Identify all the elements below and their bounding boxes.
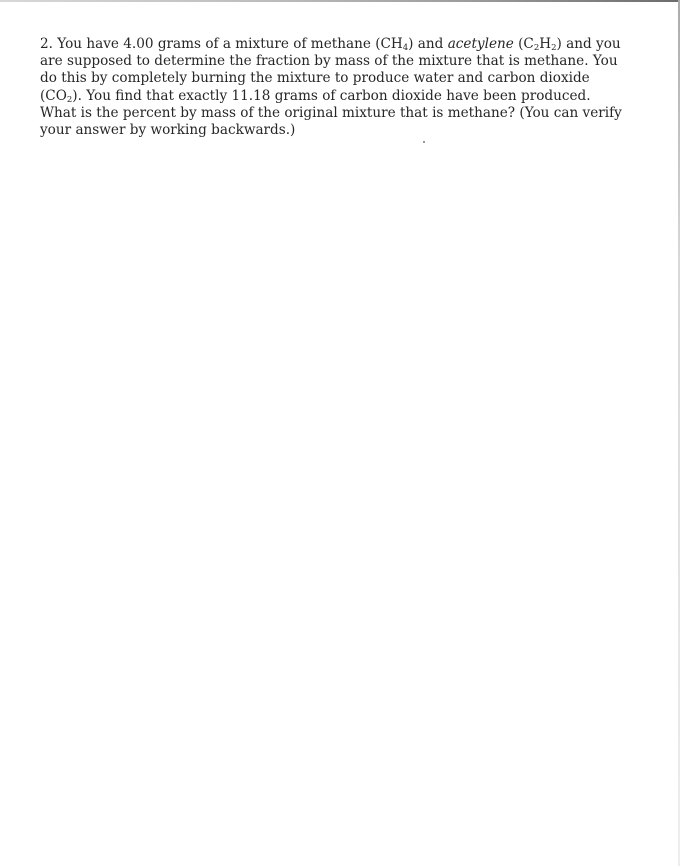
problem-line-6: your answer by working backwards.): [40, 122, 296, 139]
text-run: ) and you: [556, 36, 621, 52]
problem-line-5: What is the percent by mass of the original mixture that is methane? (You can verify: [40, 104, 622, 121]
subscript: 2: [551, 43, 557, 53]
text-run: (C: [513, 36, 534, 52]
subscript: 4: [402, 43, 409, 53]
text-run: H: [539, 36, 552, 52]
text-run: 2. You have 4.00 grams of a mixture of methane (CH: [40, 36, 403, 52]
scan-speck: [423, 141, 425, 143]
problem-line-2: are supposed to determine the fraction by mass of the mixture that is methane. You: [40, 53, 618, 70]
text-run: ) and: [408, 36, 448, 52]
problem-line-1: [40, 36, 650, 53]
problem-line-3: do this by completely burning the mixture to produce water and carbon dioxide: [40, 70, 590, 87]
problem-line-4: [40, 88, 650, 105]
text-run: (CO: [40, 87, 67, 104]
subscript: 2: [533, 43, 540, 53]
scan-top-edge: [0, 0, 680, 2]
problem-text: [40, 36, 650, 139]
text-run: ). You find that exactly 11.18 grams of carbon dioxide have been produced.: [72, 87, 591, 104]
italic-term: acetylene: [447, 36, 514, 52]
subscript: 2: [66, 94, 73, 105]
